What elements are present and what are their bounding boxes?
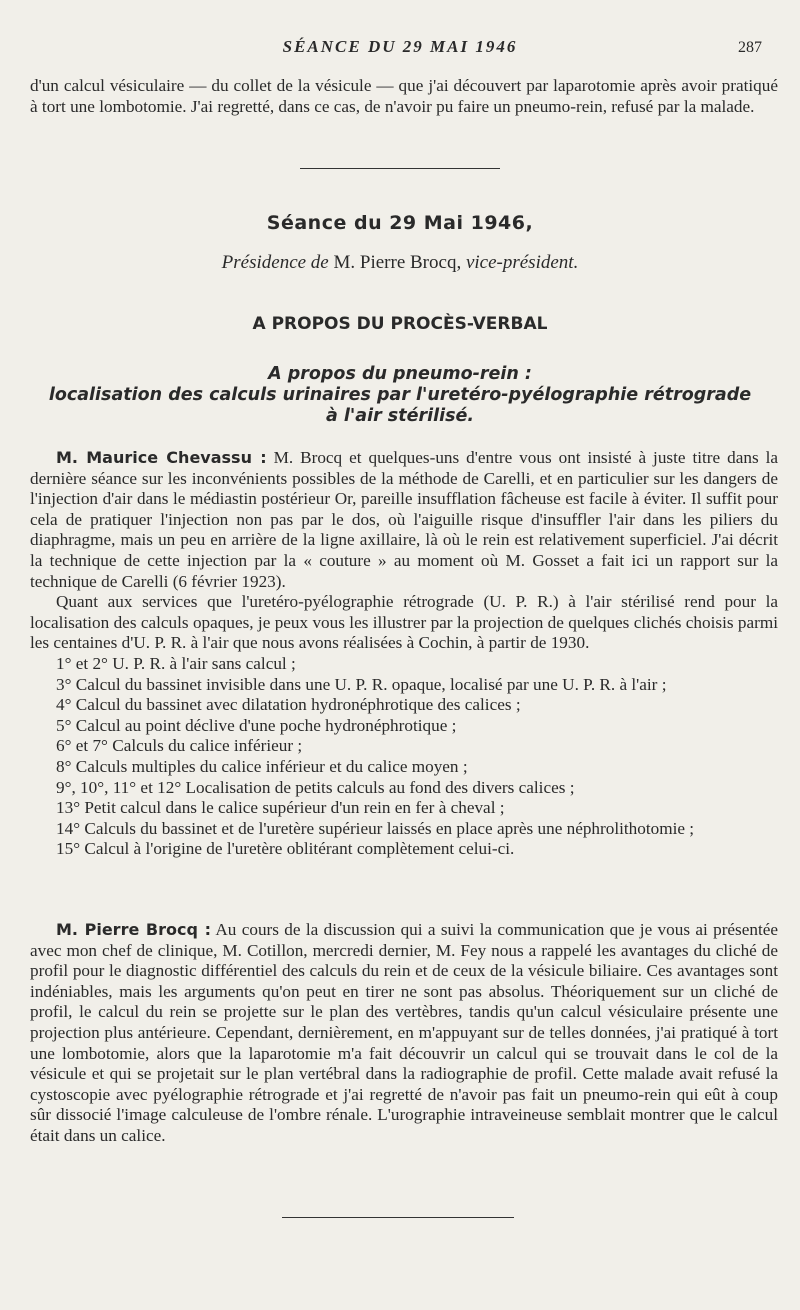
speaker-brocq: M. Pierre Brocq :	[56, 920, 211, 939]
list-item: 3° Calcul du bassinet invisible dans une U. P. R. opaque, localisé par une U. P. R. à l'air ;	[56, 674, 667, 694]
list-item: 5° Calcul au point déclive d'une poche hydronéphrotique ;	[56, 715, 457, 735]
running-header	[0, 37, 800, 61]
running-title: SÉANCE DU 29 MAI 1946	[282, 37, 518, 56]
section-divider-top	[300, 168, 500, 169]
opening-paragraph-block	[30, 76, 778, 117]
chevassu-paragraph-1	[30, 448, 778, 592]
session-title: Séance du 29 Mai 1946,	[266, 212, 534, 234]
list-item: 14° Calculs du bassinet et de l'uretère supérieur laissés en place après une néphrolithotomie ;	[56, 818, 695, 838]
presidence-line	[0, 252, 800, 274]
speaker-chevassu: M. Maurice Chevassu :	[56, 448, 267, 467]
subtitle-line-2: localisation des calculs urinaires par l'uretéro-pyélographie rétrograde	[48, 385, 752, 405]
opening-paragraph: d'un calcul vésiculaire — du collet de la vésicule — que j'ai découvert par laparotomie après avoir pratiqué à tort une lombotomie. J'ai regretté, dans ce cas, de n'avoir pu faire un pneumo-rein, refusé par la malade.	[30, 76, 778, 116]
chevassu-section	[30, 448, 778, 860]
brocq-paragraph	[30, 920, 778, 1147]
article-subtitle	[0, 364, 800, 427]
chevassu-text-1: M. Brocq et quelques-uns d'entre vous ont insisté à juste titre dans la dernière séance sur les inconvénients possibles de la méthode de Carelli, et en particulier sur les dangers de l'injection d'air dans le médiastin postérieur Or, pareille insufflation fâcheuse est facile à éviter. Il suffit pour cela de pratiquer l'injection non pas par le dos, où l'aiguille risque d'insuffler l'air dans les piliers du diaphragme, mais un peu en arrière de la ligne axillaire, là où le rein est relativement superficiel. J'ai décrit la technique de cette injection par la « couture » au moment où M. Gosset a fait ici un rapport sur la technique de Carelli (6 février 1923).	[30, 448, 779, 591]
list-item: 9°, 10°, 11° et 12° Localisation de petits calculs au fond des divers calices ;	[56, 777, 575, 797]
list-item: 4° Calcul du bassinet avec dilatation hydronéphrotique des calices ;	[56, 695, 521, 715]
list-item: 8° Calculs multiples du calice inférieur et du calice moyen ;	[56, 756, 468, 776]
page-number: 287	[738, 39, 762, 56]
brocq-section	[30, 920, 778, 1147]
list-item: 15° Calcul à l'origine de l'uretère oblitérant complètement celui-ci.	[56, 839, 515, 859]
presidence-name: M. Pierre Brocq,	[333, 252, 462, 273]
list-item: 13° Petit calcul dans le calice supérieur d'un rein en fer à cheval ;	[56, 798, 505, 818]
chevassu-paragraph-2: Quant aux services que l'uretéro-pyélographie rétrograde (U. P. R.) à l'air stérilisé rend pour la localisation des calculs opaques, je peux vous les illustrer par la projection de quelques clichés choisis parmi les centaines d'U. P. R. à l'air que nous avons réalisées à Cochin, à partir de 1930.	[30, 592, 778, 653]
section-divider-bottom	[282, 1217, 514, 1218]
section-title: A PROPOS DU PROCÈS-VERBAL	[252, 314, 548, 334]
brocq-text: Au cours de la discussion qui a suivi la communication que je vous ai présentée avec mon chef de clinique, M. Cotillon, mercredi dernier, M. Fey nous a rappelé les avantages du cliché de profil pour le diagnostic différentiel des calculs du rein et de ceux de la vésicule biliaire. Ces avantages sont indéniables, mais les arguments qu'on peut en tirer ne sont pas absolus. Théoriquement sur un cliché de profil, le calcul du rein se projette sur le plan des vertèbres, tandis qu'un calcul vésiculaire présente une projection plus antérieure. Cependant, dernièrement, en m'appuyant sur de telles données, j'ai pratiqué à tort une lombotomie, alors que la laparotomie m'a fait découvrir un calcul qui se trouvait dans le col de la vésicule et qui se projetait sur le plan vertébral dans la radiographie de profil. Cette malade avait refusé la cystoscopie avec pyélographie rétrograde et j'ai regretté de n'avoir pas fait un pneumo-rein qui eût à coup sûr dissocié l'image calculeuse de l'ombre rénale. L'urographie intraveineuse semblait montrer que le calcul était dans un calice.	[30, 920, 778, 1145]
presidence-role: vice-président.	[465, 252, 579, 273]
presidence-prefix: Présidence de	[221, 252, 329, 273]
cliche-list	[30, 654, 778, 860]
subtitle-line-1: A propos du pneumo-rein :	[268, 364, 532, 384]
list-item: 6° et 7° Calculs du calice inférieur ;	[56, 736, 303, 756]
subtitle-line-3: à l'air stérilisé.	[326, 406, 474, 426]
list-item: 1° et 2° U. P. R. à l'air sans calcul ;	[56, 653, 296, 673]
